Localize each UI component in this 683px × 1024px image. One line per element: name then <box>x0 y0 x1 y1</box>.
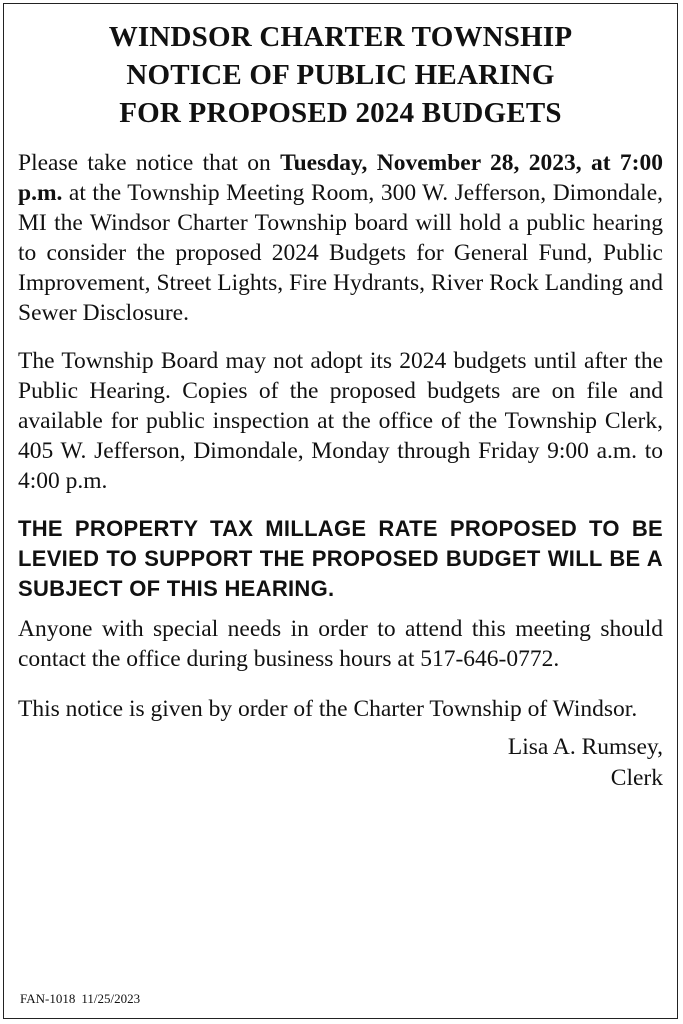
hearing-details: at the Township Meeting Room, 300 W. Jefferson, Dimondale, MI the Windsor Charter Township board will hold a public hearing to consider the proposed 2024 Budgets for General Fund, Public Improvement, Street Lights, Fire Hydrants, River Rock Landing and Sewer Disclosure. <box>18 180 663 326</box>
public-notice <box>3 3 678 1019</box>
title-line-3: FOR PROPOSED 2024 BUDGETS <box>119 97 562 129</box>
hearing-date: Tuesday, November 28, 2023, at 7:00 p.m. <box>18 150 663 206</box>
footer-code: FAN-1018 <box>20 991 76 1006</box>
signature-block <box>18 732 663 794</box>
hearing-paragraph <box>18 148 663 328</box>
notice-title <box>4 18 677 132</box>
hearing-intro: Please take notice that on <box>18 150 281 176</box>
budget-paragraph: The Township Board may not adopt its 2024 budgets until after the Public Hearing. Copies of the proposed budgets are on file and available for public inspection at the office of the Township Clerk, 405 W. Jefferson, Dimondale, Monday through Friday 9:00 a.m. to 4:00 p.m. <box>18 348 663 494</box>
clerk-name: Lisa A. Rumsey, <box>507 734 663 760</box>
footer-date: 11/25/2023 <box>81 991 141 1006</box>
clerk-title: Clerk <box>610 765 663 791</box>
title-line-1: WINDSOR CHARTER TOWNSHIP <box>108 21 573 53</box>
special-needs-paragraph: Anyone with special needs in order to attend this meeting should contact the office during business hours at 517-646-0772. <box>18 616 663 672</box>
notice-footer <box>20 991 140 1006</box>
title-line-2: NOTICE OF PUBLIC HEARING <box>126 59 555 91</box>
millage-paragraph: THE PROPERTY TAX MILLAGE RATE PROPOSED TO BE LEVIED TO SUPPORT THE PROPOSED BUDGET WILL BE A SUBJECT OF THIS HEARING. <box>18 516 663 601</box>
notice-body <box>4 148 677 794</box>
order-paragraph: This notice is given by order of the Charter Township of Windsor. <box>18 696 638 722</box>
